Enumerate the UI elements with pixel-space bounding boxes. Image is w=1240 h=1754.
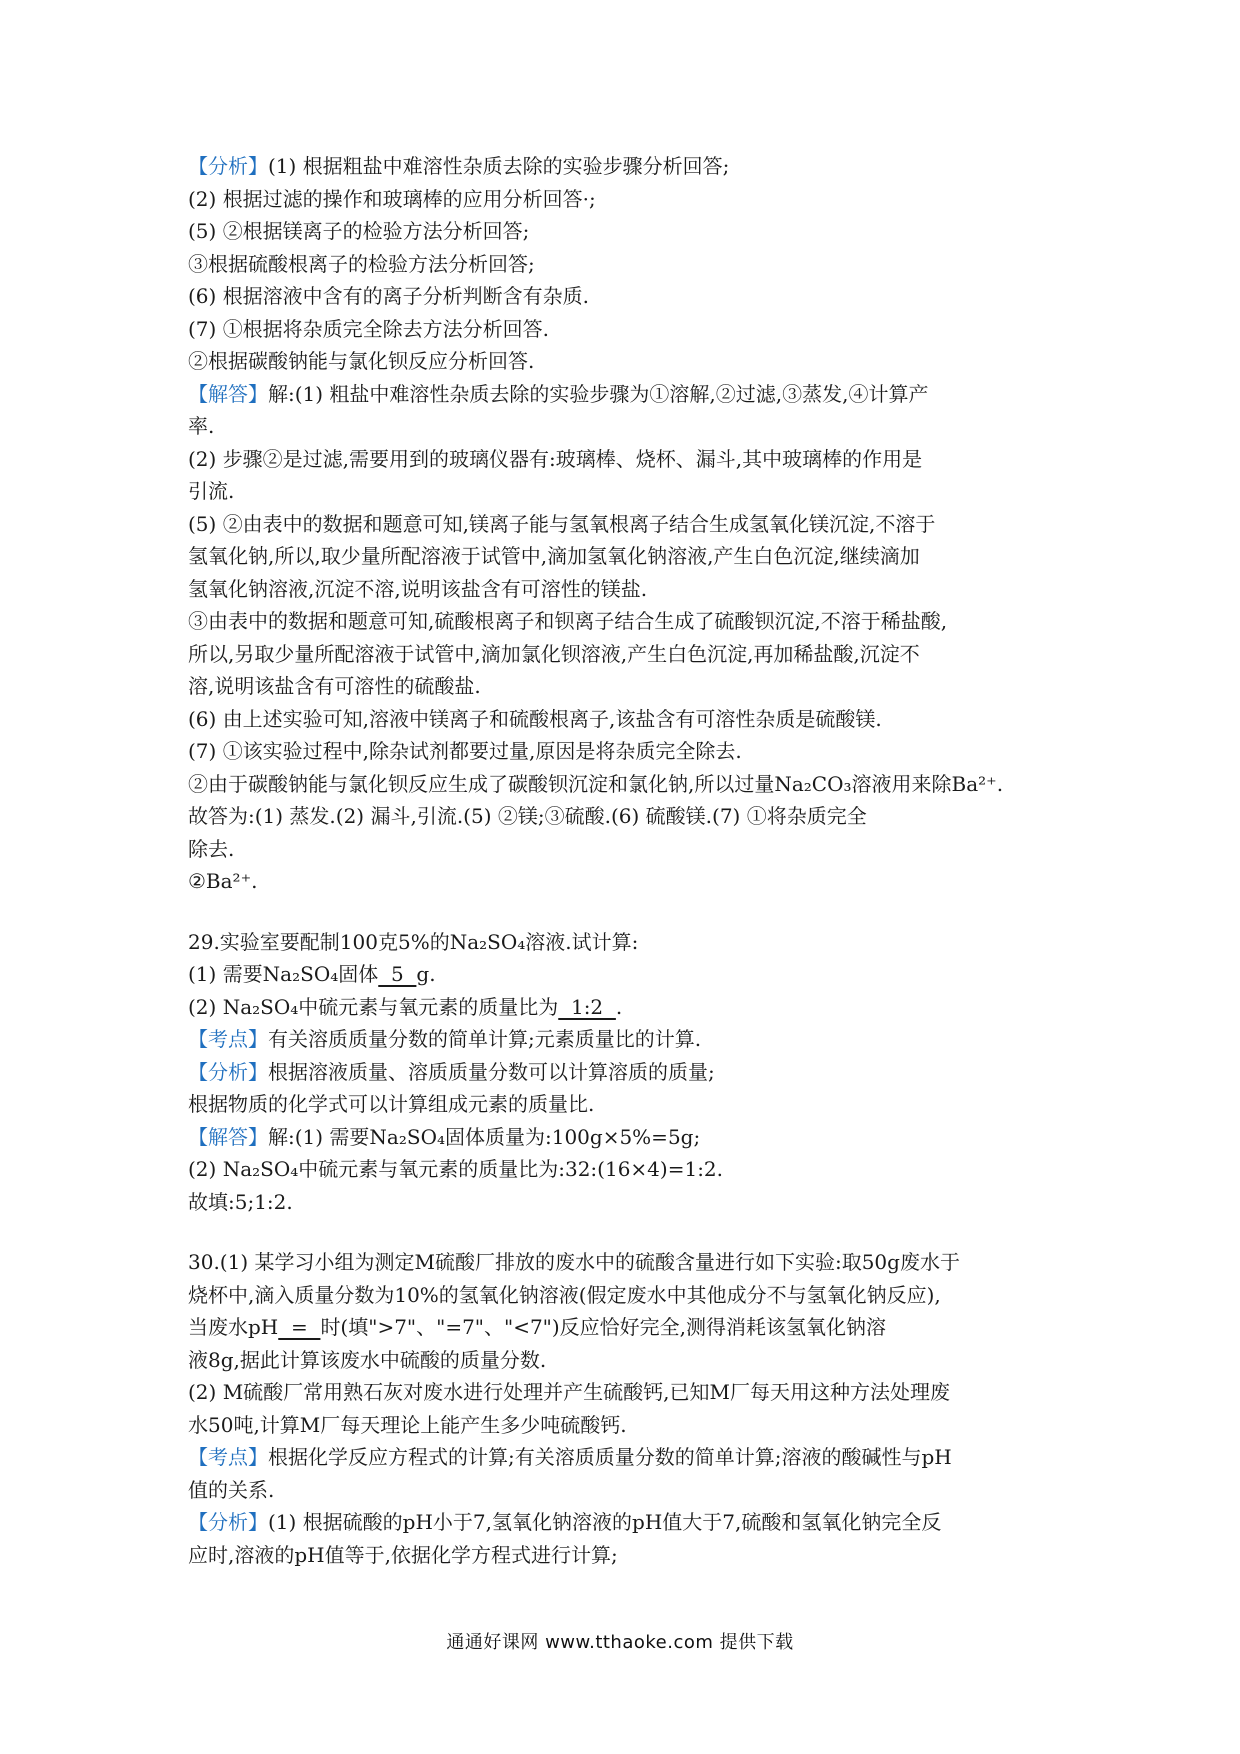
q29-sub1-suffix: g. bbox=[416, 962, 436, 986]
q30-line bbox=[188, 1311, 1068, 1344]
analysis-text: (1) 根据粗盐中难溶性杂质去除的实验步骤分析回答; bbox=[268, 154, 730, 178]
answer-line: 溶,说明该盐含有可溶性的硫酸盐. bbox=[188, 674, 481, 698]
answer-line: (6) 由上述实验可知,溶液中镁离子和硫酸根离子,该盐含有可溶性杂质是硫酸镁. bbox=[188, 706, 882, 731]
answer-line: 氢氧化钠,所以,取少量所配溶液于试管中,滴加氢氧化钠溶液,产生白色沉淀,继续滴加 bbox=[188, 544, 920, 568]
jieda-tag: 【解答】 bbox=[188, 1124, 268, 1149]
q30-line: 30.(1) 某学习小组为测定M硫酸厂排放的废水中的硫酸含量进行如下实验:取50g废水于 bbox=[188, 1250, 960, 1274]
q29-sub2-suffix: . bbox=[615, 994, 623, 1019]
analysis-line: ②根据碳酸钠能与氯化钡反应分析回答. bbox=[188, 349, 535, 373]
q29-sub1 bbox=[188, 958, 1068, 991]
answer-line: 故答为:(1) 蒸发.(2) 漏斗,引流.(5) ②镁;③硫酸.(6) 硫酸镁.(7) ①将杂质完全 bbox=[188, 804, 867, 828]
answer-line: (7) ①该实验过程中,除杂试剂都要过量,原因是将杂质完全除去. bbox=[188, 739, 742, 763]
analysis-line: (7) ①根据将杂质完全除去方法分析回答. bbox=[188, 316, 550, 341]
section-gap bbox=[188, 1218, 1068, 1246]
q30-line: (2) M硫酸厂常用熟石灰对废水进行处理并产生硫酸钙,已知M厂每天用这种方法处理废 bbox=[188, 1380, 951, 1404]
q29-kaodian bbox=[188, 1023, 1068, 1056]
fenxi-tag: 【分析】 bbox=[188, 1510, 268, 1534]
analysis-line bbox=[188, 150, 1068, 183]
q30-line3-prefix: 当废水pH bbox=[188, 1315, 279, 1339]
answer-line: (2) 步骤②是过滤,需要用到的玻璃仪器有:玻璃棒、烧杯、漏斗,其中玻璃棒的作用是 bbox=[188, 446, 923, 471]
q30-fenxi bbox=[188, 1506, 1068, 1539]
q29-sub1-blank: 5 bbox=[378, 962, 417, 986]
kaodian-text: 有关溶质质量分数的简单计算;元素质量比的计算. bbox=[268, 1027, 702, 1051]
fenxi-text: 根据溶液质量、溶质质量分数可以计算溶质的质量; bbox=[268, 1059, 715, 1084]
analysis-tag: 【分析】 bbox=[188, 154, 268, 178]
answer-line: ③由表中的数据和题意可知,硫酸根离子和钡离子结合生成了硫酸钡沉淀,不溶于稀盐酸, bbox=[188, 609, 948, 633]
q30-kaodian-2: 值的关系. bbox=[188, 1477, 275, 1502]
answer-line bbox=[188, 378, 1068, 411]
q30-line3-suffix: 时(填">7"、"=7"、"<7")反应恰好完全,测得消耗该氢氧化钠溶 bbox=[320, 1315, 887, 1339]
fenxi-tag: 【分析】 bbox=[188, 1059, 268, 1084]
q30-blank: = bbox=[278, 1315, 321, 1339]
analysis-line: (5) ②根据镁离子的检验方法分析回答; bbox=[188, 219, 530, 243]
jieda-text: 解:(1) 需要Na₂SO₄固体质量为:100g×5%=5g; bbox=[268, 1124, 701, 1149]
answer-line: ②由于碳酸钠能与氯化钡反应生成了碳酸钡沉淀和氯化钠,所以过量Na₂CO₃溶液用来除Ba²⁺. bbox=[188, 771, 1004, 796]
q29-sub2-blank: 1:2 bbox=[558, 994, 616, 1019]
kaodian-tag: 【考点】 bbox=[188, 1027, 268, 1051]
analysis-line: ③根据硫酸根离子的检验方法分析回答; bbox=[188, 251, 535, 276]
q30-line: 水50吨,计算M厂每天理论上能产生多少吨硫酸钙. bbox=[188, 1412, 627, 1437]
q29-jieda-2: (2) Na₂SO₄中硫元素与氧元素的质量比为:32:(16×4)=1:2. bbox=[188, 1157, 724, 1181]
answer-line: 所以,另取少量所配溶液于试管中,滴加氯化钡溶液,产生白色沉淀,再加稀盐酸,沉淀不 bbox=[188, 641, 920, 666]
analysis-line: (2) 根据过滤的操作和玻璃棒的应用分析回答·; bbox=[188, 186, 596, 211]
answer-line: 除去. bbox=[188, 836, 235, 861]
q29-sub1-prefix: (1) 需要Na₂SO₄固体 bbox=[188, 962, 379, 986]
q30-kaodian bbox=[188, 1441, 1068, 1474]
answer-tag: 【解答】 bbox=[188, 381, 268, 406]
answer-line: ②Ba²⁺. bbox=[188, 869, 258, 893]
section-gap bbox=[188, 898, 1068, 926]
answer-line: 氢氧化钠溶液,沉淀不溶,说明该盐含有可溶性的镁盐. bbox=[188, 576, 648, 601]
answer-line: 率. bbox=[188, 414, 215, 438]
q29-fenxi bbox=[188, 1056, 1068, 1089]
analysis-line: (6) 根据溶液中含有的离子分析判断含有杂质. bbox=[188, 284, 590, 308]
fenxi-text: (1) 根据硫酸的pH小于7,氢氧化钠溶液的pH值大于7,硫酸和氢氧化钠完全反 bbox=[268, 1510, 942, 1534]
q29-jieda-3: 故填:5;1:2. bbox=[188, 1189, 293, 1214]
q29-stem: 29.实验室要配制100克5%的Na₂SO₄溶液.试计算: bbox=[188, 929, 639, 954]
answer-line: 引流. bbox=[188, 479, 235, 503]
answer-text: 解:(1) 粗盐中难溶性杂质去除的实验步骤为①溶解,②过滤,③蒸发,④计算产 bbox=[268, 381, 929, 406]
kaodian-text: 根据化学反应方程式的计算;有关溶质质量分数的简单计算;溶液的酸碱性与pH bbox=[268, 1445, 952, 1469]
answer-line: (5) ②由表中的数据和题意可知,镁离子能与氢氧根离子结合生成氢氧化镁沉淀,不溶于 bbox=[188, 511, 936, 536]
document-content bbox=[188, 150, 1068, 1571]
q29-jieda bbox=[188, 1121, 1068, 1154]
q29-sub2 bbox=[188, 991, 1068, 1024]
q30-fenxi-2: 应时,溶液的pH值等于,依据化学方程式进行计算; bbox=[188, 1542, 618, 1567]
page-footer: 通通好课网 www.tthaoke.com 提供下载 bbox=[446, 1632, 794, 1653]
q29-fenxi-2: 根据物质的化学式可以计算组成元素的质量比. bbox=[188, 1092, 595, 1116]
kaodian-tag: 【考点】 bbox=[188, 1445, 268, 1469]
q30-line: 液8g,据此计算该废水中硫酸的质量分数. bbox=[188, 1347, 547, 1372]
q30-line: 烧杯中,滴入质量分数为10%的氢氧化钠溶液(假定废水中其他成分不与氢氧化钠反应), bbox=[188, 1282, 941, 1307]
q29-sub2-prefix: (2) Na₂SO₄中硫元素与氧元素的质量比为 bbox=[188, 994, 559, 1019]
